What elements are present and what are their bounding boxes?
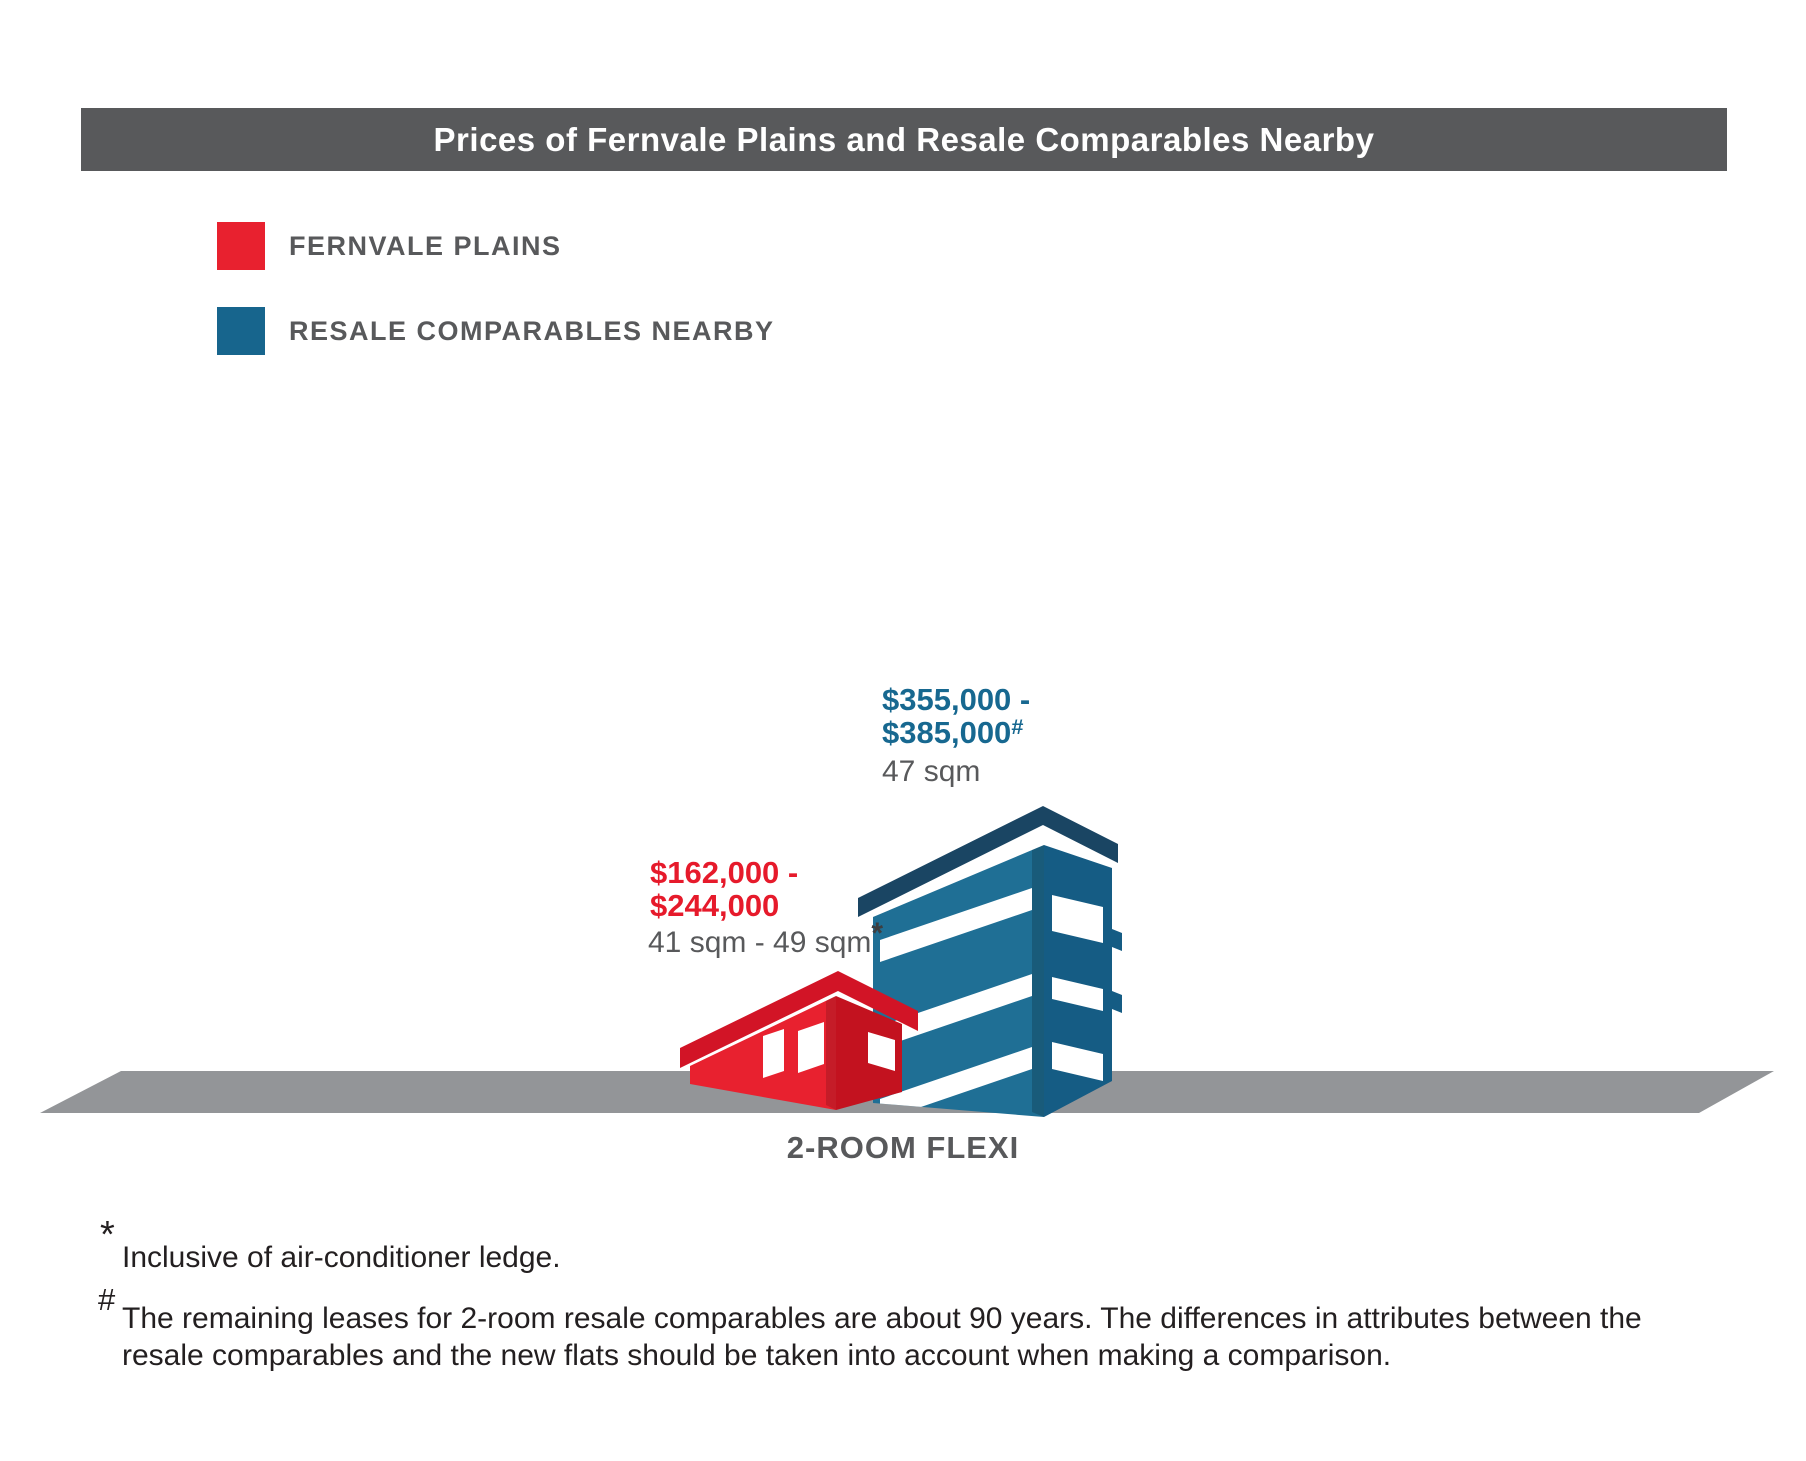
resale-price-line2: $385,000# — [882, 713, 1024, 750]
fernvale-floor-area-label: 41 sqm - 49 sqm* — [648, 917, 884, 959]
category-label-2-room-flexi: 2-ROOM FLEXI — [786, 1130, 1020, 1165]
asterisk-superscript: * — [871, 917, 884, 950]
footnote-asterisk-symbol: * — [100, 1214, 115, 1256]
hash-superscript: # — [1011, 713, 1024, 739]
red-corner-shadow — [826, 996, 836, 1110]
fernvale-price-line1: $162,000 - — [650, 855, 799, 890]
resale-price-label — [882, 683, 1030, 752]
blue-corner-shadow — [1032, 845, 1044, 1117]
footnote-hash-text — [122, 1300, 1642, 1374]
page-title: Prices of Fernvale Plains and Resale Comparables Nearby — [433, 120, 1375, 158]
legend-label: FERNVALE PLAINS — [289, 230, 562, 261]
blue-balcony-tab-1 — [1112, 929, 1122, 951]
footnote-asterisk-text: Inclusive of air-conditioner ledge. — [122, 1241, 561, 1274]
fernvale-price-label — [650, 856, 798, 922]
footnote-hash-line2: resale comparables and the new flats should be taken into account when making a comparison. — [122, 1339, 1392, 1372]
footnote-hash-line1: The remaining leases for 2-room resale comparables are about 90 years. The differences in attributes between the — [122, 1302, 1642, 1335]
blue-balcony-tab-2 — [1112, 991, 1122, 1013]
red-window-1 — [763, 1029, 784, 1078]
resale-floor-area-label: 47 sqm — [882, 755, 981, 788]
red-window-2 — [798, 1022, 824, 1073]
resale-price-line1: $355,000 - — [882, 682, 1031, 717]
footnote-hash-symbol: # — [98, 1282, 116, 1317]
fernvale-price-line2: $244,000 — [650, 888, 780, 923]
legend-label: RESALE COMPARABLES NEARBY — [289, 315, 775, 346]
